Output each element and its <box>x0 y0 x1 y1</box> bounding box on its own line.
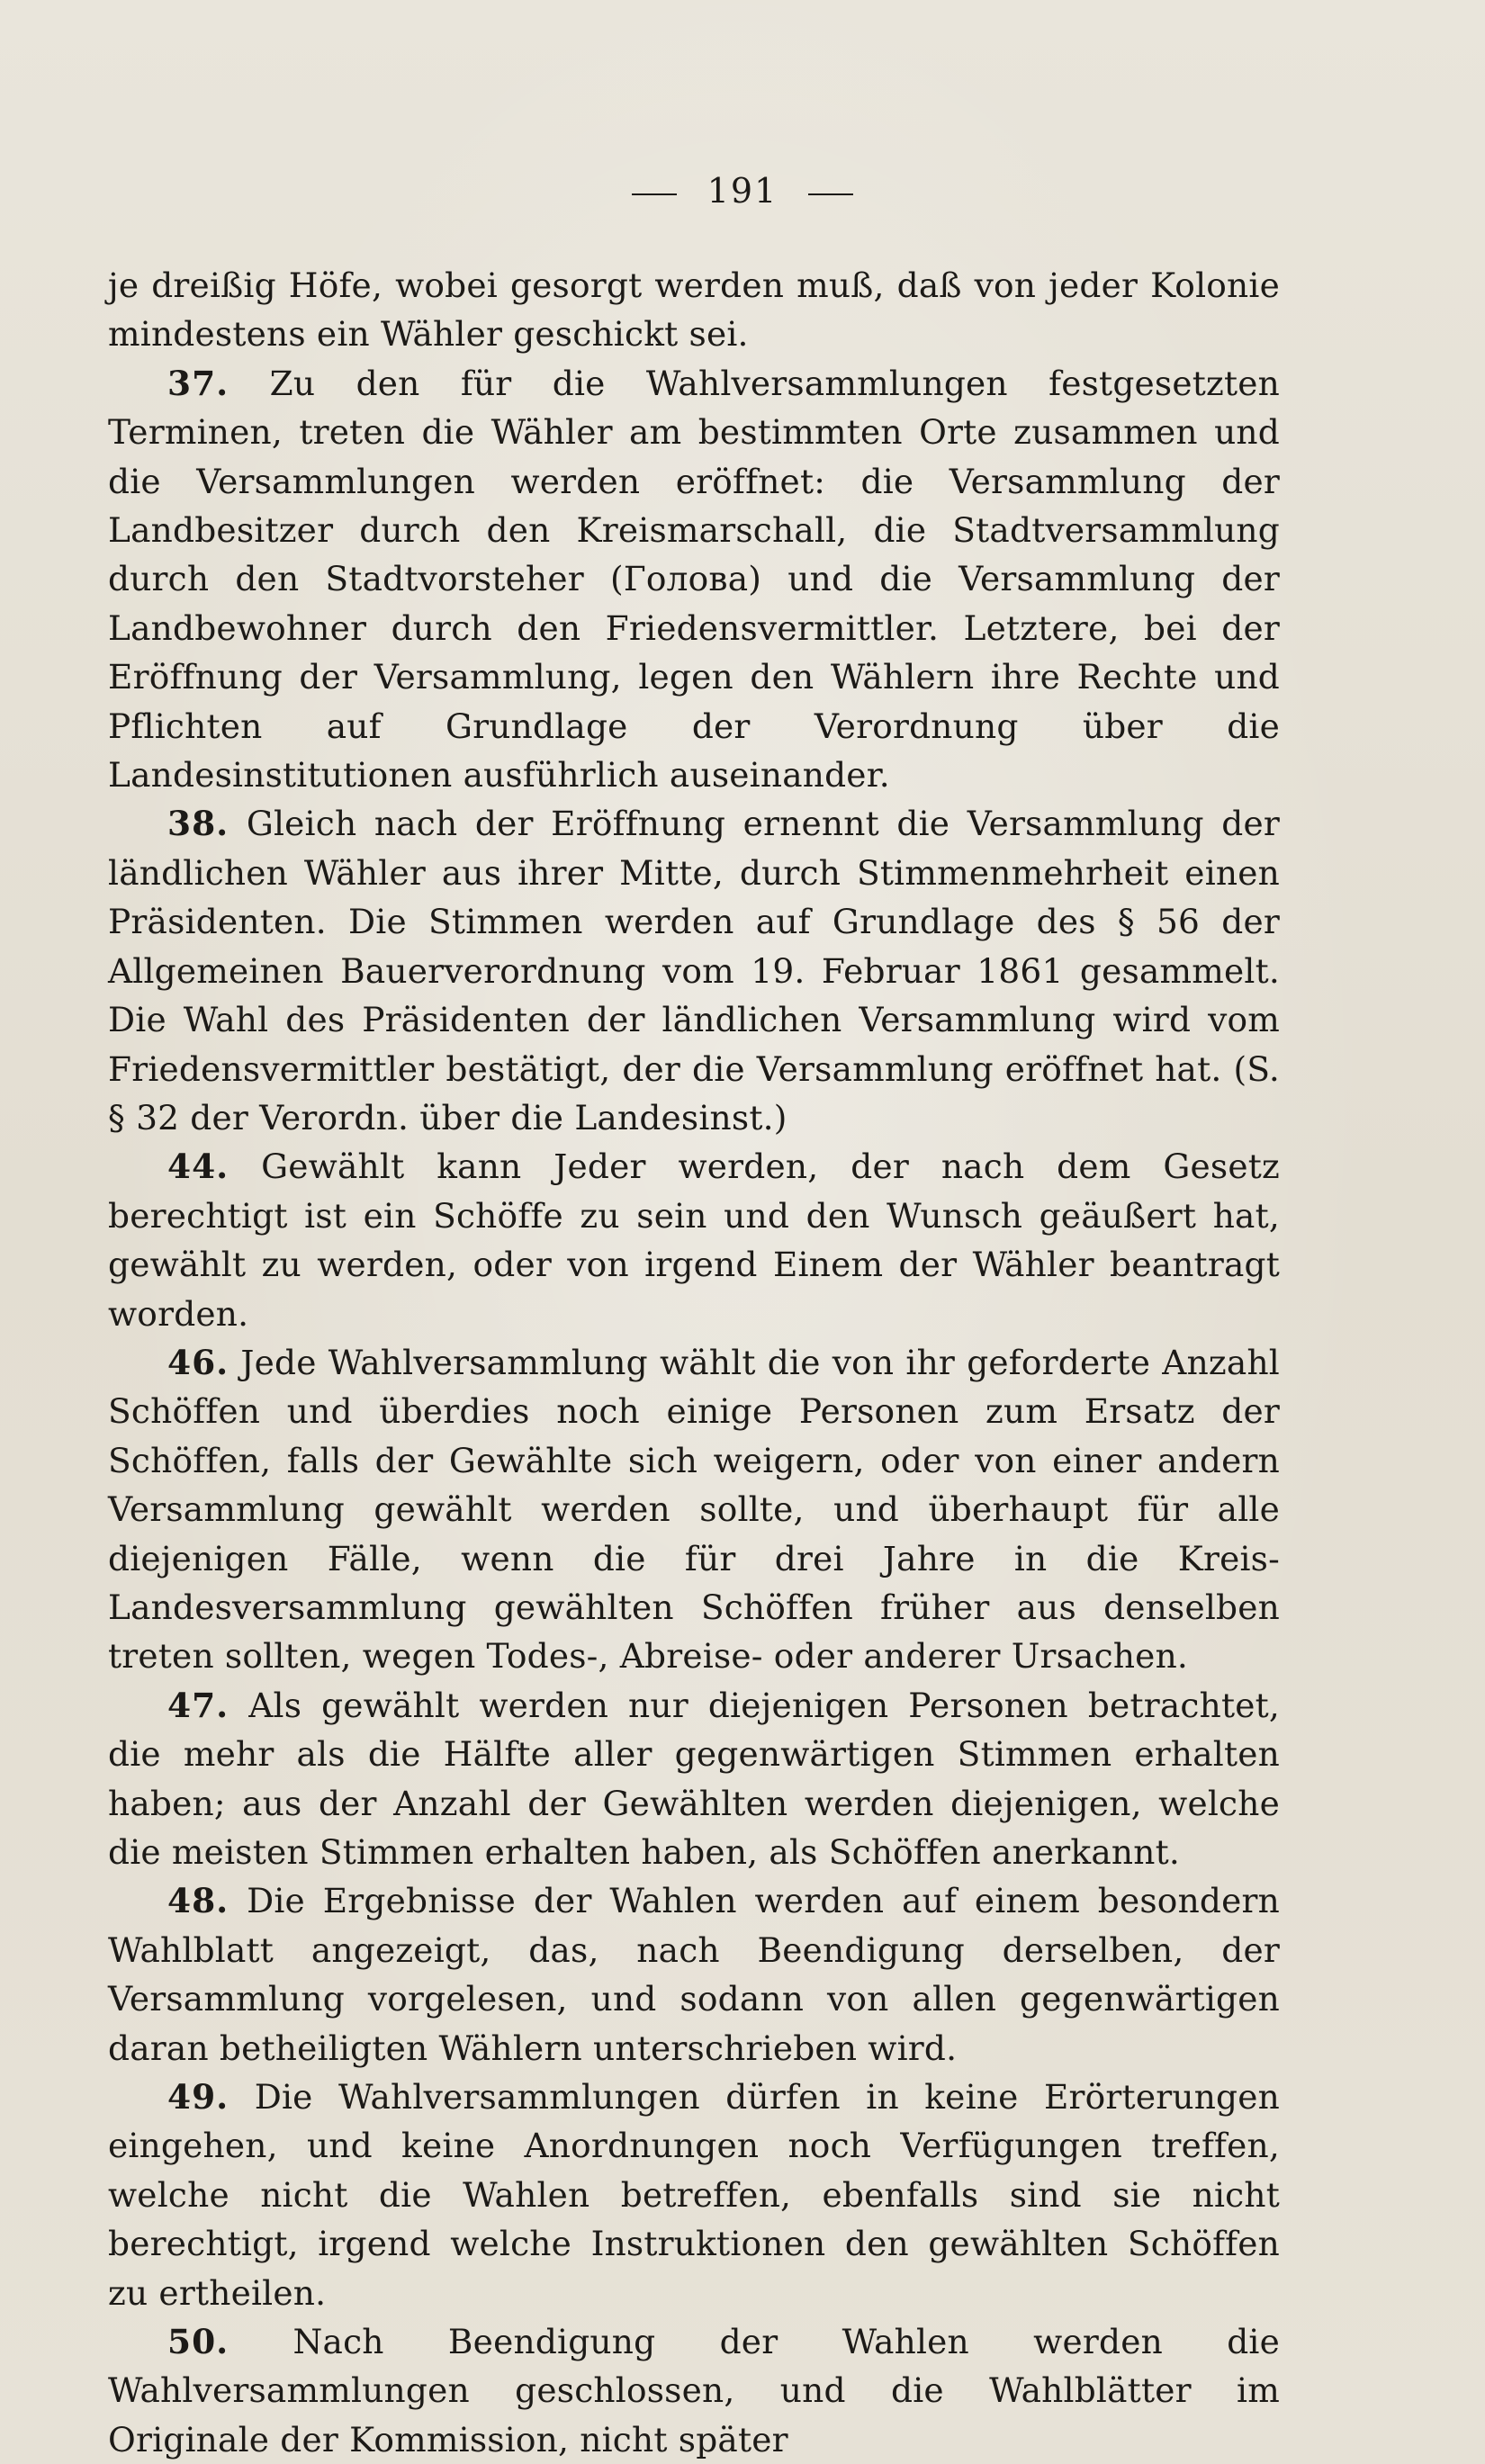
section-number: 46. <box>167 1342 230 1382</box>
section-number: 38. <box>167 804 230 844</box>
section-number: 37. <box>167 363 230 403</box>
page-number-dash-left <box>632 193 677 195</box>
section-number: 48. <box>167 1881 230 1921</box>
paragraph-section-37 <box>108 359 1280 800</box>
paragraph-text: je dreißig Höfe, wobei gesorgt werden muß, daß von jeder Kolonie mindestens ein Wähler geschickt sei. <box>108 265 1280 355</box>
paragraph-section-49 <box>108 2073 1280 2317</box>
paragraph-text: Die Ergebnisse der Wahlen werden auf einem besondern Wahlblatt angezeigt, das, nach Beendigung derselben, der Versammlung vorgelesen, und sodann von allen gegenwärtigen daran betheiligten Wählern unterschrieben wird. <box>108 1881 1280 2068</box>
paragraph-text: Gleich nach der Eröffnung ernennt die Versammlung der ländlichen Wähler aus ihrer Mitte, durch Stimmenmehrheit einen Präsidenten. Die Stimmen werden auf Grundlage des § 56 der Allgemeinen Bauerverordnung vom 19. Februar 1861 gesammelt. Die Wahl des Präsidenten der ländlichen Versammlung wird vom Friedensvermittler bestätigt, der die Versammlung eröffnet hat. (S. § 32 der Verordn. über die Landesinst.) <box>108 804 1281 1138</box>
paragraph-section-50 <box>108 2317 1280 2464</box>
paragraph-continuation <box>108 261 1280 359</box>
page-number-value: 191 <box>706 171 778 211</box>
paragraph-section-46 <box>108 1338 1280 1681</box>
page-number-dash-right <box>808 193 853 195</box>
paragraph-section-47 <box>108 1681 1280 1877</box>
paragraph-text: Jede Wahlversammlung wählt die von ihr geforderte Anzahl Schöffen und überdies noch einige Personen zum Ersatz der Schöffen, falls der Gewählte sich weigern, oder von einer andern Versammlung gewählt werden sollte, und überhaupt für alle diejenigen Fälle, wenn die für drei Jahre in die Kreis-Landesversammlung gewählten Schöffen früher aus denselben treten sollten, wegen Todes-, Abreise- oder anderer Ursachen. <box>108 1342 1280 1677</box>
paragraph-section-38 <box>108 799 1280 1142</box>
paragraph-text: Als gewählt werden nur diejenigen Personen betrachtet, die mehr als die Hälfte aller gegenwärtigen Stimmen erhalten haben; aus der Anzahl der Gewählten werden diejenigen, welche die meisten Stimmen erhalten haben, als Schöffen anerkannt. <box>108 1685 1281 1872</box>
paragraph-text: Nach Beendigung der Wahlen werden die Wahlversammlungen geschlossen, und die Wahlblätter im Originale der Kommission, nicht später <box>108 2322 1281 2460</box>
paragraph-section-44 <box>108 1142 1280 1338</box>
section-number: 47. <box>167 1685 230 1725</box>
paragraph-text: Zu den für die Wahlversammlungen festgesetzten Terminen, treten die Wähler am bestimmten Orte zusammen und die Versammlungen werden eröffnet: die Versammlung der Landbesitzer durch den Kreismarschall, die Stadtversammlung durch den Stadtvorsteher (Голова) und die Versammlung der Landbewohner durch den Friedensvermittler. Letztere, bei der Eröffnung der Versammlung, legen den Wählern ihre Rechte und Pflichten auf Grundlage der Verordnung über die Landesinstitutionen ausführlich auseinander. <box>108 363 1280 796</box>
page-number <box>0 171 1485 211</box>
section-number: 50. <box>167 2322 230 2362</box>
section-number: 44. <box>167 1147 230 1187</box>
paragraph-section-48 <box>108 1876 1280 2073</box>
section-number: 49. <box>167 2077 230 2118</box>
body-text <box>108 261 1280 2464</box>
paragraph-text: Gewählt kann Jeder werden, der nach dem Gesetz berechtigt ist ein Schöffe zu sein und den Wunsch geäußert hat, gewählt zu werden, oder von irgend Einem der Wähler beantragt worden. <box>108 1147 1280 1334</box>
paragraph-text: Die Wahlversammlungen dürfen in keine Erörterungen eingehen, und keine Anordnungen noch Verfügungen treffen, welche nicht die Wahlen betreffen, ebenfalls sind sie nicht berechtigt, irgend welche Instruktionen den gewählten Schöffen zu ertheilen. <box>108 2077 1280 2313</box>
